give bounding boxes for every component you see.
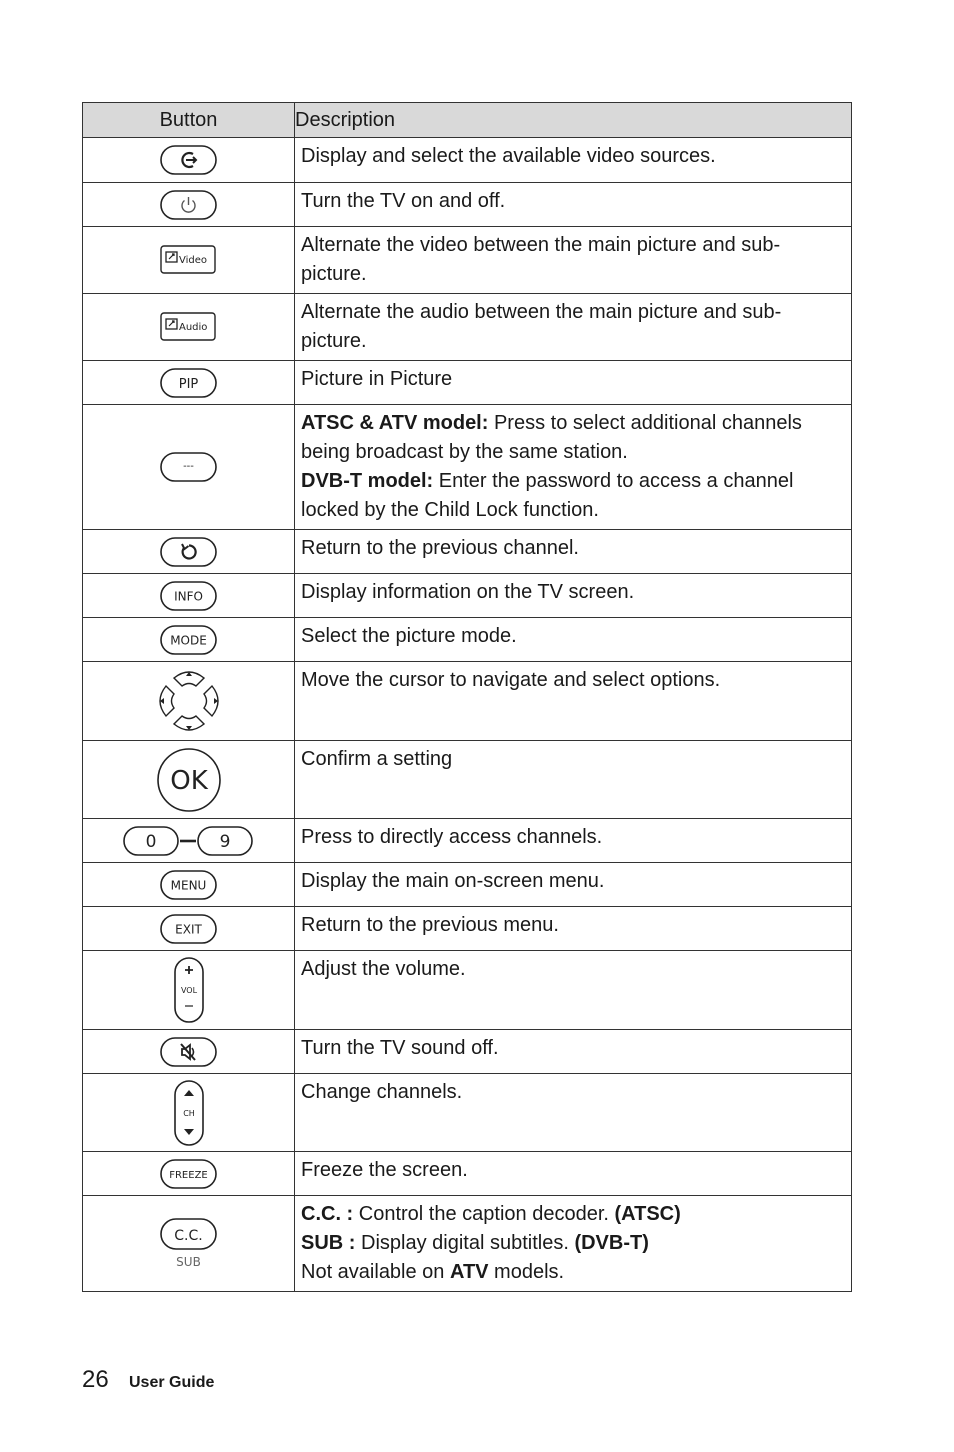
atsc-text: Press to select additional channels being broadcast by the same station. (301, 412, 802, 463)
menu-button-cell (83, 863, 295, 907)
channel-rocker-icon (172, 1079, 206, 1147)
number-keys-icon (122, 824, 256, 858)
exit-button-text: EXIT (174, 922, 202, 936)
dash-button-text: --- (182, 461, 194, 472)
dash-icon (159, 450, 219, 484)
table-row (83, 951, 852, 1030)
info-description: Display information on the TV screen. (295, 574, 852, 618)
ok-button-cell (83, 741, 295, 819)
return-button-cell (83, 530, 295, 574)
numbers-description: Press to directly access channels. (295, 819, 852, 863)
table-header-row (83, 103, 852, 138)
table-row (83, 294, 852, 361)
table-row (83, 405, 852, 530)
nav-button-cell (83, 662, 295, 741)
dvbt-text: Enter the password to access a channel locked by the Child Lock function. (301, 470, 794, 521)
na-model: ATV (449, 1261, 489, 1283)
ok-button-text: OK (169, 765, 208, 796)
cc-text: Control the caption decoder. (353, 1203, 615, 1225)
table-row (83, 138, 852, 183)
table-row (83, 1030, 852, 1074)
exit-icon (159, 912, 219, 946)
ok-description: Confirm a setting (295, 741, 852, 819)
cc-button-text: C.C. (173, 1227, 203, 1244)
mute-icon (159, 1035, 219, 1069)
table-row (83, 227, 852, 294)
freeze-button-cell (83, 1152, 295, 1196)
table-row (83, 530, 852, 574)
mode-description: Select the picture mode. (295, 618, 852, 662)
source-button-cell (83, 138, 295, 183)
table-row (83, 183, 852, 227)
zero-key-text: 0 (145, 831, 156, 852)
header-description: Description (295, 103, 852, 138)
video-button-cell (83, 227, 295, 294)
sub-label: SUB : (301, 1232, 356, 1254)
table-row (83, 618, 852, 662)
mode-button-cell (83, 618, 295, 662)
table-row (83, 1152, 852, 1196)
mode-icon (159, 623, 219, 657)
video-button-text: Video (178, 255, 207, 266)
dash-button-cell (83, 405, 295, 530)
page-number: 26 (82, 1366, 109, 1393)
info-button-cell (83, 574, 295, 618)
freeze-icon (159, 1157, 219, 1191)
menu-description: Display the main on-screen menu. (295, 863, 852, 907)
exit-button-cell (83, 907, 295, 951)
source-description: Display and select the available video sources. (295, 138, 852, 183)
audio-button-cell (83, 294, 295, 361)
table-row (83, 1196, 852, 1292)
exit-description: Return to the previous menu. (295, 907, 852, 951)
video-description: Alternate the video between the main picture and sub-picture. (295, 227, 852, 294)
mute-description: Turn the TV sound off. (295, 1030, 852, 1074)
ch-button-text: CH (182, 1108, 195, 1118)
cc-icon (159, 1216, 219, 1272)
table-row (83, 863, 852, 907)
sub-text: Display digital subtitles. (355, 1232, 575, 1254)
table-row (83, 741, 852, 819)
freeze-button-text: FREEZE (168, 1169, 208, 1181)
dash-description (295, 405, 852, 530)
source-icon (159, 143, 219, 177)
table-row (83, 1074, 852, 1152)
power-description: Turn the TV on and off. (295, 183, 852, 227)
audio-swap-icon (159, 310, 219, 344)
cc-button-cell (83, 1196, 295, 1292)
header-button: Button (83, 103, 295, 138)
nine-key-text: 9 (219, 831, 230, 852)
info-icon (159, 579, 219, 613)
table-row (83, 819, 852, 863)
mode-button-text: MODE (169, 633, 207, 647)
pip-button-cell (83, 361, 295, 405)
pip-button-text: PIP (178, 376, 198, 392)
channel-description: Change channels. (295, 1074, 852, 1152)
sub-button-text: SUB (175, 1254, 201, 1269)
nav-description: Move the cursor to navigate and select options. (295, 662, 852, 741)
pip-description: Picture in Picture (295, 361, 852, 405)
volume-rocker-icon (172, 956, 206, 1024)
button-description-table (82, 102, 852, 1292)
video-swap-icon (159, 243, 219, 277)
sub-tag: (DVB-T) (574, 1232, 649, 1254)
mute-button-cell (83, 1030, 295, 1074)
cc-tag: (ATSC) (614, 1203, 681, 1225)
table-row (83, 907, 852, 951)
volume-description: Adjust the volume. (295, 951, 852, 1030)
navigation-pad-icon (154, 666, 224, 736)
footer-label: User Guide (129, 1374, 215, 1391)
freeze-description: Freeze the screen. (295, 1152, 852, 1196)
table-row (83, 662, 852, 741)
cc-description (295, 1196, 852, 1292)
na-suffix: models. (488, 1261, 565, 1283)
vol-button-text: VOL (180, 986, 197, 995)
power-icon (159, 188, 219, 222)
volume-button-cell (83, 951, 295, 1030)
na-prefix: Not available on (301, 1261, 450, 1283)
atsc-label: ATSC & ATV model: (301, 412, 489, 434)
info-button-text: INFO (173, 589, 203, 603)
return-description: Return to the previous channel. (295, 530, 852, 574)
cc-label: C.C. : (301, 1203, 354, 1225)
return-icon (159, 535, 219, 569)
audio-button-text: Audio (178, 322, 207, 333)
menu-icon (159, 868, 219, 902)
ok-icon (154, 745, 224, 815)
power-button-cell (83, 183, 295, 227)
table-row (83, 361, 852, 405)
channel-button-cell (83, 1074, 295, 1152)
menu-button-text: MENU (170, 878, 206, 892)
table-row (83, 574, 852, 618)
number-buttons-cell (83, 819, 295, 863)
dvbt-label: DVB-T model: (301, 470, 434, 492)
audio-description: Alternate the audio between the main picture and sub-picture. (295, 294, 852, 361)
pip-icon (159, 366, 219, 400)
